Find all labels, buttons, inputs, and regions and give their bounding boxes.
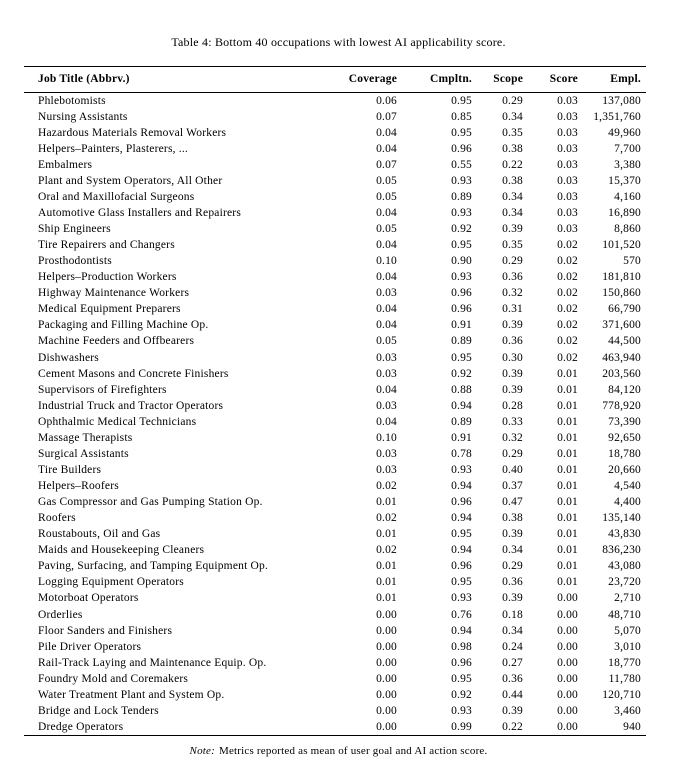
cell-cmpltn: 0.96 [451, 496, 472, 509]
cell-scope: 0.32 [502, 287, 523, 300]
cell-cmpltn: 0.85 [451, 110, 472, 123]
cell-empl: 92,650 [608, 431, 641, 444]
table-row [24, 623, 646, 639]
cell-scope: 0.33 [502, 415, 523, 428]
cell-scope: 0.34 [502, 624, 523, 637]
cell-cmpltn: 0.93 [451, 704, 472, 717]
cell-scope: 0.35 [502, 126, 523, 139]
cell-job-title: Foundry Mold and Coremakers [38, 672, 189, 685]
cell-scope: 0.38 [502, 142, 523, 155]
cell-cmpltn: 0.76 [451, 608, 472, 621]
cell-scope: 0.31 [502, 303, 523, 316]
cell-score: 0.01 [557, 480, 578, 492]
cell-scope: 0.34 [502, 544, 523, 557]
cell-empl: 23,720 [608, 576, 641, 589]
cell-score: 0.01 [557, 496, 578, 509]
table-row [24, 109, 646, 125]
cell-job-title: Ship Engineers [38, 223, 111, 235]
cell-empl: 371,600 [602, 319, 641, 332]
table-row [24, 141, 646, 157]
cell-score: 0.02 [557, 303, 578, 316]
table-row [24, 542, 646, 558]
cell-job-title: Bridge and Lock Tenders [38, 704, 159, 717]
cell-coverage: 0.10 [376, 431, 397, 444]
cell-job-title: Dishwashers [38, 351, 99, 364]
cell-scope: 0.39 [502, 528, 523, 541]
cell-coverage: 0.00 [376, 672, 397, 685]
table-row [24, 607, 646, 623]
cell-cmpltn: 0.93 [451, 592, 472, 605]
cell-score: 0.01 [557, 560, 578, 573]
cell-empl: 940 [623, 720, 641, 733]
cell-coverage: 0.07 [376, 110, 397, 123]
cell-score: 0.02 [557, 255, 578, 268]
cell-score: 0.03 [557, 158, 578, 171]
cell-coverage: 0.03 [376, 367, 397, 380]
cell-score: 0.01 [557, 415, 578, 428]
cell-cmpltn: 0.95 [451, 351, 472, 364]
cell-scope: 0.39 [502, 367, 523, 380]
table-row [24, 333, 646, 349]
cell-score: 0.01 [557, 399, 578, 412]
cell-coverage: 0.00 [376, 704, 397, 717]
cell-scope: 0.39 [502, 704, 523, 717]
cell-coverage: 0.01 [376, 496, 397, 509]
table-row [24, 189, 646, 205]
cell-score: 0.01 [557, 383, 578, 396]
cell-empl: 3,010 [614, 640, 641, 653]
cell-job-title: Roofers [38, 512, 76, 525]
cell-score: 0.01 [557, 544, 578, 557]
cell-cmpltn: 0.89 [451, 190, 472, 203]
cell-scope: 0.32 [502, 431, 523, 444]
cell-scope: 0.36 [502, 672, 523, 685]
cell-empl: 4,400 [614, 496, 641, 509]
cell-scope: 0.24 [502, 640, 523, 653]
cell-cmpltn: 0.93 [451, 174, 472, 187]
cell-empl: 16,890 [608, 206, 641, 219]
cell-job-title: Embalmers [38, 158, 93, 171]
cell-job-title: Rail-Track Laying and Maintenance Equip. Op. [38, 656, 267, 669]
table-row [24, 414, 646, 430]
cell-cmpltn: 0.96 [451, 560, 472, 573]
cell-empl: 3,460 [614, 704, 641, 717]
cell-scope: 0.29 [502, 560, 523, 573]
cell-empl: 137,080 [602, 94, 641, 107]
cell-scope: 0.39 [502, 383, 523, 396]
cell-score: 0.00 [557, 592, 578, 605]
column-header-coverage: Coverage [348, 73, 397, 86]
cell-scope: 0.29 [502, 255, 523, 268]
cell-score: 0.00 [557, 656, 578, 669]
cell-job-title: Helpers–Roofers [38, 480, 119, 492]
cell-empl: 44,500 [608, 335, 641, 348]
table-row [24, 430, 646, 446]
cell-score: 0.01 [557, 512, 578, 525]
cell-score: 0.00 [557, 704, 578, 717]
table-row [24, 655, 646, 671]
cell-empl: 43,830 [608, 528, 641, 541]
table-row [24, 221, 646, 237]
cell-scope: 0.39 [502, 592, 523, 605]
cell-score: 0.03 [557, 94, 578, 107]
cell-cmpltn: 0.95 [451, 239, 472, 252]
cell-cmpltn: 0.94 [451, 480, 472, 492]
cell-job-title: Ophthalmic Medical Technicians [38, 415, 197, 428]
cell-coverage: 0.02 [376, 480, 397, 492]
column-header-empl: Empl. [610, 73, 641, 86]
table-row [24, 558, 646, 574]
cell-job-title: Logging Equipment Operators [38, 576, 184, 589]
table-note [0, 744, 677, 758]
table-row [24, 125, 646, 141]
cell-cmpltn: 0.78 [451, 447, 472, 460]
cell-job-title: Helpers–Production Workers [38, 271, 177, 284]
cell-coverage: 0.03 [376, 351, 397, 364]
table-row [24, 301, 646, 317]
cell-empl: 3,380 [614, 158, 641, 171]
cell-scope: 0.38 [502, 512, 523, 525]
cell-scope: 0.47 [502, 496, 523, 509]
cell-job-title: Industrial Truck and Tractor Operators [38, 399, 224, 412]
cell-scope: 0.44 [502, 688, 523, 701]
table-row [24, 317, 646, 333]
cell-scope: 0.37 [502, 480, 523, 492]
cell-empl: 778,920 [602, 399, 641, 412]
table-row [24, 398, 646, 414]
cell-cmpltn: 0.96 [451, 287, 472, 300]
cell-cmpltn: 0.95 [451, 94, 472, 107]
cell-job-title: Tire Repairers and Changers [38, 239, 175, 252]
cell-score: 0.01 [557, 367, 578, 380]
cell-coverage: 0.04 [376, 303, 397, 316]
cell-job-title: Paving, Surfacing, and Tamping Equipment Op. [38, 560, 269, 573]
cell-cmpltn: 0.95 [451, 126, 472, 139]
cell-empl: 203,560 [602, 367, 641, 380]
cell-score: 0.01 [557, 528, 578, 541]
cell-coverage: 0.00 [376, 608, 397, 621]
table-row [24, 639, 646, 655]
cell-score: 0.02 [557, 351, 578, 364]
cell-scope: 0.35 [502, 239, 523, 252]
cell-job-title: Dredge Operators [38, 720, 124, 733]
cell-scope: 0.27 [502, 656, 523, 669]
cell-cmpltn: 0.55 [451, 158, 472, 171]
cell-job-title: Supervisors of Firefighters [38, 383, 167, 396]
cell-job-title: Hazardous Materials Removal Workers [38, 126, 227, 139]
cell-job-title: Massage Therapists [38, 431, 133, 444]
table-row [24, 703, 646, 719]
cell-cmpltn: 0.95 [451, 672, 472, 685]
cell-empl: 4,540 [614, 480, 641, 492]
cell-job-title: Gas Compressor and Gas Pumping Station Op. [38, 496, 263, 509]
cell-job-title: Automotive Glass Installers and Repairers [38, 206, 242, 219]
cell-scope: 0.36 [502, 335, 523, 348]
table-row [24, 157, 646, 173]
table-row [24, 92, 646, 109]
cell-score: 0.03 [557, 142, 578, 155]
cell-coverage: 0.00 [376, 656, 397, 669]
cell-empl: 463,940 [602, 351, 641, 364]
cell-scope: 0.40 [502, 463, 523, 476]
cell-coverage: 0.04 [376, 319, 397, 332]
cell-scope: 0.38 [502, 174, 523, 187]
cell-empl: 4,160 [614, 190, 641, 203]
cell-scope: 0.18 [502, 608, 523, 621]
cell-coverage: 0.03 [376, 287, 397, 300]
cell-job-title: Maids and Housekeeping Cleaners [38, 544, 205, 557]
table-caption: Table 4: Bottom 40 occupations with lowest AI applicability score. [171, 35, 506, 49]
cell-empl: 135,140 [602, 512, 641, 525]
cell-coverage: 0.05 [376, 190, 397, 203]
cell-scope: 0.36 [502, 576, 523, 589]
cell-cmpltn: 0.93 [451, 271, 472, 284]
cell-empl: 2,710 [614, 592, 641, 605]
cell-job-title: Cement Masons and Concrete Finishers [38, 367, 229, 380]
cell-score: 0.03 [557, 223, 578, 235]
cell-empl: 120,710 [602, 688, 641, 701]
cell-job-title: Helpers–Painters, Plasterers, ... [38, 142, 188, 155]
note-text: Metrics reported as mean of user goal and AI action score. [218, 745, 488, 757]
cell-job-title: Packaging and Filling Machine Op. [38, 319, 209, 332]
column-header-cmpltn: Cmpltn. [430, 73, 472, 86]
cell-empl: 18,780 [608, 447, 641, 460]
cell-score: 0.00 [557, 640, 578, 653]
cell-coverage: 0.04 [376, 383, 397, 396]
note-label: Note: [189, 745, 215, 757]
cell-coverage: 0.05 [376, 174, 397, 187]
cell-cmpltn: 0.98 [451, 640, 472, 653]
cell-empl: 49,960 [608, 126, 641, 139]
cell-score: 0.03 [557, 126, 578, 139]
table-row [24, 205, 646, 221]
cell-cmpltn: 0.93 [451, 206, 472, 219]
cell-scope: 0.22 [502, 158, 523, 171]
cell-job-title: Machine Feeders and Offbearers [38, 335, 195, 348]
cell-score: 0.00 [557, 624, 578, 637]
cell-job-title: Pile Driver Operators [38, 640, 142, 653]
cell-job-title: Phlebotomists [38, 94, 106, 107]
table-row [24, 366, 646, 382]
cell-scope: 0.34 [502, 110, 523, 123]
cell-score: 0.00 [557, 672, 578, 685]
cell-coverage: 0.00 [376, 688, 397, 701]
cell-job-title: Medical Equipment Preparers [38, 303, 181, 316]
table-row [24, 510, 646, 526]
cell-empl: 15,370 [608, 174, 641, 187]
cell-score: 0.03 [557, 174, 578, 187]
cell-job-title: Orderlies [38, 608, 83, 621]
table-row [24, 478, 646, 494]
cell-scope: 0.30 [502, 351, 523, 364]
cell-score: 0.03 [557, 190, 578, 203]
cell-empl: 66,790 [608, 303, 641, 316]
table-header [24, 67, 646, 93]
cell-coverage: 0.03 [376, 399, 397, 412]
cell-score: 0.01 [557, 447, 578, 460]
cell-scope: 0.29 [502, 94, 523, 107]
cell-coverage: 0.07 [376, 158, 397, 171]
column-header-score: Score [549, 73, 578, 86]
cell-coverage: 0.01 [376, 576, 397, 589]
cell-coverage: 0.03 [376, 447, 397, 460]
cell-score: 0.03 [557, 206, 578, 219]
cell-cmpltn: 0.88 [451, 383, 472, 396]
cell-score: 0.00 [557, 608, 578, 621]
cell-empl: 836,230 [602, 544, 641, 557]
cell-coverage: 0.05 [376, 223, 397, 235]
cell-empl: 84,120 [608, 383, 641, 396]
cell-coverage: 0.04 [376, 415, 397, 428]
table-row [24, 590, 646, 606]
cell-empl: 101,520 [602, 239, 641, 252]
cell-coverage: 0.00 [376, 720, 397, 733]
cell-coverage: 0.01 [376, 560, 397, 573]
cell-coverage: 0.06 [376, 94, 397, 107]
cell-cmpltn: 0.94 [451, 512, 472, 525]
column-header-scope: Scope [493, 73, 523, 86]
cell-empl: 8,860 [614, 223, 641, 235]
cell-score: 0.01 [557, 431, 578, 444]
table-row [24, 494, 646, 510]
cell-empl: 181,810 [602, 271, 641, 284]
header-row [24, 67, 646, 93]
cell-job-title: Highway Maintenance Workers [38, 287, 190, 300]
cell-score: 0.02 [557, 287, 578, 300]
cell-job-title: Oral and Maxillofacial Surgeons [38, 190, 195, 203]
cell-cmpltn: 0.94 [451, 624, 472, 637]
cell-cmpltn: 0.95 [451, 528, 472, 541]
cell-cmpltn: 0.95 [451, 576, 472, 589]
cell-cmpltn: 0.89 [451, 335, 472, 348]
cell-scope: 0.39 [502, 223, 523, 235]
table-row [24, 173, 646, 189]
cell-empl: 18,770 [608, 656, 641, 669]
cell-score: 0.00 [557, 688, 578, 701]
cell-scope: 0.39 [502, 319, 523, 332]
cell-scope: 0.29 [502, 447, 523, 460]
cell-score: 0.02 [557, 319, 578, 332]
cell-cmpltn: 0.93 [451, 463, 472, 476]
cell-empl: 5,070 [614, 624, 641, 637]
cell-coverage: 0.04 [376, 271, 397, 284]
cell-empl: 1,351,760 [593, 110, 641, 123]
cell-cmpltn: 0.96 [451, 142, 472, 155]
table-row [24, 671, 646, 687]
occupations-table [24, 66, 646, 736]
cell-job-title: Roustabouts, Oil and Gas [38, 528, 161, 541]
table-row [24, 719, 646, 736]
table-row [24, 253, 646, 269]
cell-empl: 7,700 [614, 142, 641, 155]
cell-cmpltn: 0.92 [451, 223, 472, 235]
cell-job-title: Surgical Assistants [38, 447, 129, 460]
cell-job-title: Prosthodontists [38, 255, 112, 268]
cell-coverage: 0.10 [376, 255, 397, 268]
cell-job-title: Tire Builders [38, 463, 102, 476]
table-row [24, 237, 646, 253]
table-row [24, 526, 646, 542]
cell-coverage: 0.02 [376, 544, 397, 557]
cell-scope: 0.34 [502, 190, 523, 203]
cell-scope: 0.28 [502, 399, 523, 412]
cell-cmpltn: 0.91 [451, 319, 472, 332]
cell-cmpltn: 0.89 [451, 415, 472, 428]
cell-scope: 0.22 [502, 720, 523, 733]
cell-cmpltn: 0.99 [451, 720, 472, 733]
cell-coverage: 0.04 [376, 126, 397, 139]
cell-cmpltn: 0.91 [451, 431, 472, 444]
cell-empl: 570 [623, 255, 641, 268]
column-header-job-title: Job Title (Abbrv.) [38, 73, 130, 86]
cell-cmpltn: 0.90 [451, 255, 472, 268]
cell-cmpltn: 0.92 [451, 688, 472, 701]
cell-score: 0.02 [557, 271, 578, 284]
cell-empl: 73,390 [608, 415, 641, 428]
cell-coverage: 0.04 [376, 239, 397, 252]
cell-coverage: 0.01 [376, 528, 397, 541]
table-row [24, 687, 646, 703]
cell-scope: 0.34 [502, 206, 523, 219]
table-body [24, 92, 646, 736]
cell-score: 0.00 [557, 720, 578, 733]
cell-cmpltn: 0.94 [451, 544, 472, 557]
cell-job-title: Water Treatment Plant and System Op. [38, 688, 225, 701]
cell-coverage: 0.00 [376, 640, 397, 653]
table-row [24, 285, 646, 301]
cell-scope: 0.36 [502, 271, 523, 284]
table-row [24, 382, 646, 398]
table-row [24, 462, 646, 478]
cell-score: 0.02 [557, 239, 578, 252]
cell-job-title: Nursing Assistants [38, 110, 128, 123]
cell-score: 0.02 [557, 335, 578, 348]
cell-coverage: 0.05 [376, 335, 397, 348]
cell-coverage: 0.03 [376, 463, 397, 476]
cell-empl: 11,780 [608, 672, 641, 685]
table-row [24, 574, 646, 590]
cell-coverage: 0.02 [376, 512, 397, 525]
cell-coverage: 0.01 [376, 592, 397, 605]
cell-cmpltn: 0.96 [451, 303, 472, 316]
cell-cmpltn: 0.94 [451, 399, 472, 412]
cell-empl: 150,860 [602, 287, 641, 300]
cell-coverage: 0.00 [376, 624, 397, 637]
table-row [24, 446, 646, 462]
table-row [24, 350, 646, 366]
cell-empl: 48,710 [608, 608, 641, 621]
cell-empl: 20,660 [608, 463, 641, 476]
cell-score: 0.01 [557, 463, 578, 476]
cell-score: 0.03 [557, 110, 578, 123]
cell-coverage: 0.04 [376, 142, 397, 155]
cell-job-title: Motorboat Operators [38, 592, 139, 605]
table-row [24, 269, 646, 285]
cell-empl: 43,080 [608, 560, 641, 573]
cell-cmpltn: 0.92 [451, 367, 472, 380]
cell-job-title: Plant and System Operators, All Other [38, 174, 223, 187]
cell-score: 0.01 [557, 576, 578, 589]
cell-cmpltn: 0.96 [451, 656, 472, 669]
cell-job-title: Floor Sanders and Finishers [38, 624, 173, 637]
cell-coverage: 0.04 [376, 206, 397, 219]
